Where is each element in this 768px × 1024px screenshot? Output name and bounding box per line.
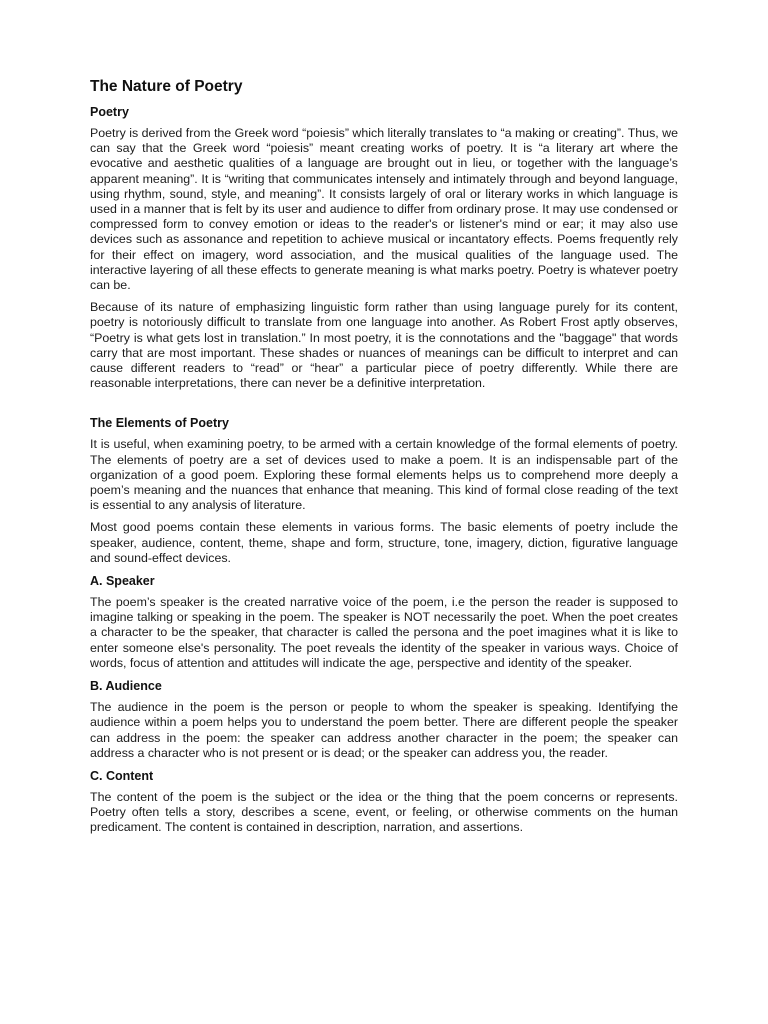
document-body (90, 76, 678, 843)
paragraph: The audience in the poem is the person or people to whom the speaker is speaking. Identifying the audience within a poem helps you to understand the poem better. There are different people the speaker can address in the poem: the speaker can address another character in the poem; the speaker can address a character who is not present or is dead; or the speaker can address you, the reader. (90, 700, 678, 760)
section-heading: C. Content (90, 768, 154, 783)
section-poetry (90, 104, 678, 391)
paragraph: Most good poems contain these elements in various forms. The basic elements of poetry include the speaker, audience, content, theme, shape and form, structure, tone, imagery, diction, figurative language and sound-effect devices. (90, 520, 678, 565)
paragraph: The poem’s speaker is the created narrative voice of the poem, i.e the person the reader is supposed to imagine talking or speaking in the poem. The speaker is NOT necessarily the poet. When the poet creates a character to be the speaker, that character is called the persona and the poet imagines what it is like to enter someone else's personality. The poet reveals the identity of the speaker in various ways. Choice of words, focus of attention and attitudes will indicate the age, perspective and identity of the speaker. (90, 595, 678, 670)
paragraph: Poetry is derived from the Greek word “poiesis” which literally translates to “a making or creating”. Thus, we can say that the Greek word “poiesis” meant creating works of poetry. It is “a literary art where the evocative and aesthetic qualities of a language are brought out in lieu, or together with the language’s apparent meaning”. It is “writing that communicates intensely and intimately through and beyond language, using rhythm, sound, style, and meaning”. It consists largely of oral or literary works in which language is used in a manner that is felt by its user and audience to differ from ordinary prose. It may use condensed or compressed form to convey emotion or ideas to the reader's or listener's mind or ear; it may also use devices such as assonance and repetition to achieve musical or incantatory effects. Poems frequently rely for their effect on imagery, word association, and the musical qualities of the language used. The interactive layering of all these effects to generate meaning is what marks poetry. Poetry is whatever poetry can be. (90, 126, 678, 293)
paragraph: The content of the poem is the subject or the idea or the thing that the poem concerns or represents. Poetry often tells a story, describes a scene, event, or feeling, or otherwise comments on the human predicament. The content is contained in description, narration, and assertions. (90, 789, 678, 835)
section-content (90, 768, 678, 836)
section-heading: The Elements of Poetry (90, 416, 229, 431)
document-title: The Nature of Poetry (90, 78, 243, 95)
section-speaker (90, 573, 678, 671)
section-heading: A. Speaker (90, 574, 155, 589)
section-heading: B. Audience (90, 679, 162, 694)
section-elements-of-poetry (90, 415, 678, 566)
paragraph: Because of its nature of emphasizing linguistic form rather than using language purely for its content, poetry is notoriously difficult to translate from one language into another. As Robert Frost aptly observes, “Poetry is what gets lost in translation.” In most poetry, it is the connotations and the "baggage" that words carry that are most important. These shades or nuances of meanings can be difficult to interpret and can cause different readers to “read” or “hear” a particular piece of poetry differently. While there are reasonable interpretations, there can never be a definitive interpretation. (90, 300, 678, 391)
paragraph: It is useful, when examining poetry, to be armed with a certain knowledge of the formal elements of poetry. The elements of poetry are a set of devices used to make a poem. It is an indispensable part of the organization of a good poem. Exploring these formal elements helps us to comprehend more deeply a poem’s meaning and the nuances that enhance that meaning. This kind of formal close reading of the text is essential to any analysis of literature. (90, 437, 678, 513)
section-audience (90, 678, 678, 761)
section-heading: Poetry (90, 105, 129, 119)
